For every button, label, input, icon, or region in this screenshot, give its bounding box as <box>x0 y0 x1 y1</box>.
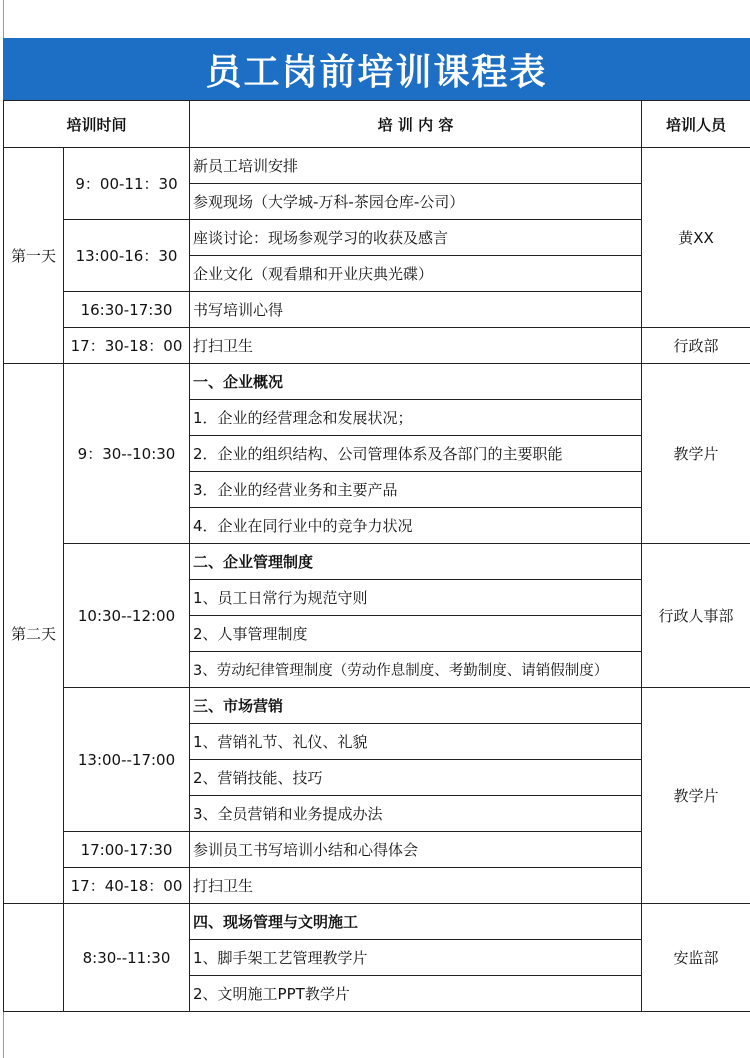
header-staff: 培训人员 <box>642 101 750 148</box>
staff-cell: 教学片 <box>642 688 750 904</box>
staff-cell: 黄XX <box>642 148 750 328</box>
table-row: 参观现场（大学城-万科-茶园仓库-公司） <box>190 184 642 220</box>
table-row: 1、营销礼节、礼仪、礼貌 <box>190 724 642 760</box>
time-slot: 17：40-18：00 <box>64 868 190 904</box>
table-row: 4．企业在同行业中的竞争力状况 <box>190 508 642 544</box>
time-slot: 13:00-16：30 <box>64 220 190 292</box>
table-row: 参训员工书写培训小结和心得体会 <box>190 832 642 868</box>
table-row: 二、企业管理制度 <box>190 544 642 580</box>
time-slot: 9：30--10:30 <box>64 364 190 544</box>
header-time: 培训时间 <box>4 101 190 148</box>
table-row: 1、员工日常行为规范守则 <box>190 580 642 616</box>
time-slot: 17：30-18：00 <box>64 328 190 364</box>
day-label-empty <box>4 904 64 1012</box>
table-row: 1．企业的经营理念和发展状况； <box>190 400 642 436</box>
schedule-table <box>3 100 750 1012</box>
staff-cell: 行政人事部 <box>642 544 750 688</box>
table-row: 2、文明施工PPT教学片 <box>190 976 642 1012</box>
table-row: 2、营销技能、技巧 <box>190 760 642 796</box>
time-slot: 13:00--17:00 <box>64 688 190 832</box>
day-label: 第二天 <box>4 364 64 904</box>
time-slot: 16:30-17:30 <box>64 292 190 328</box>
header-content: 培 训 内 容 <box>190 101 642 148</box>
page-title: 员工岗前培训课程表 <box>3 38 750 100</box>
table-row: 四、现场管理与文明施工 <box>190 904 642 940</box>
table-row: 企业文化（观看鼎和开业庆典光碟） <box>190 256 642 292</box>
table-row: 三、市场营销 <box>190 688 642 724</box>
table-row: 打扫卫生 <box>190 328 642 364</box>
staff-cell: 教学片 <box>642 364 750 544</box>
time-slot: 10:30--12:00 <box>64 544 190 688</box>
table-row: 打扫卫生 <box>190 868 642 904</box>
table-row: 3、全员营销和业务提成办法 <box>190 796 642 832</box>
table-row: 3．企业的经营业务和主要产品 <box>190 472 642 508</box>
table-row: 1、脚手架工艺管理教学片 <box>190 940 642 976</box>
table-row: 新员工培训安排 <box>190 148 642 184</box>
table-row: 座谈讨论：现场参观学习的收获及感言 <box>190 220 642 256</box>
table-row: 一、企业概况 <box>190 364 642 400</box>
time-slot: 8:30--11:30 <box>64 904 190 1012</box>
time-slot: 9：00-11：30 <box>64 148 190 220</box>
table-row: 2、人事管理制度 <box>190 616 642 652</box>
table-row: 书写培训心得 <box>190 292 642 328</box>
table-row: 3、劳动纪律管理制度（劳动作息制度、考勤制度、请销假制度） <box>190 652 642 688</box>
time-slot: 17:00-17:30 <box>64 832 190 868</box>
day-label: 第一天 <box>4 148 64 364</box>
staff-cell: 行政部 <box>642 328 750 364</box>
table-row: 2．企业的组织结构、公司管理体系及各部门的主要职能 <box>190 436 642 472</box>
staff-cell: 安监部 <box>642 904 750 1012</box>
